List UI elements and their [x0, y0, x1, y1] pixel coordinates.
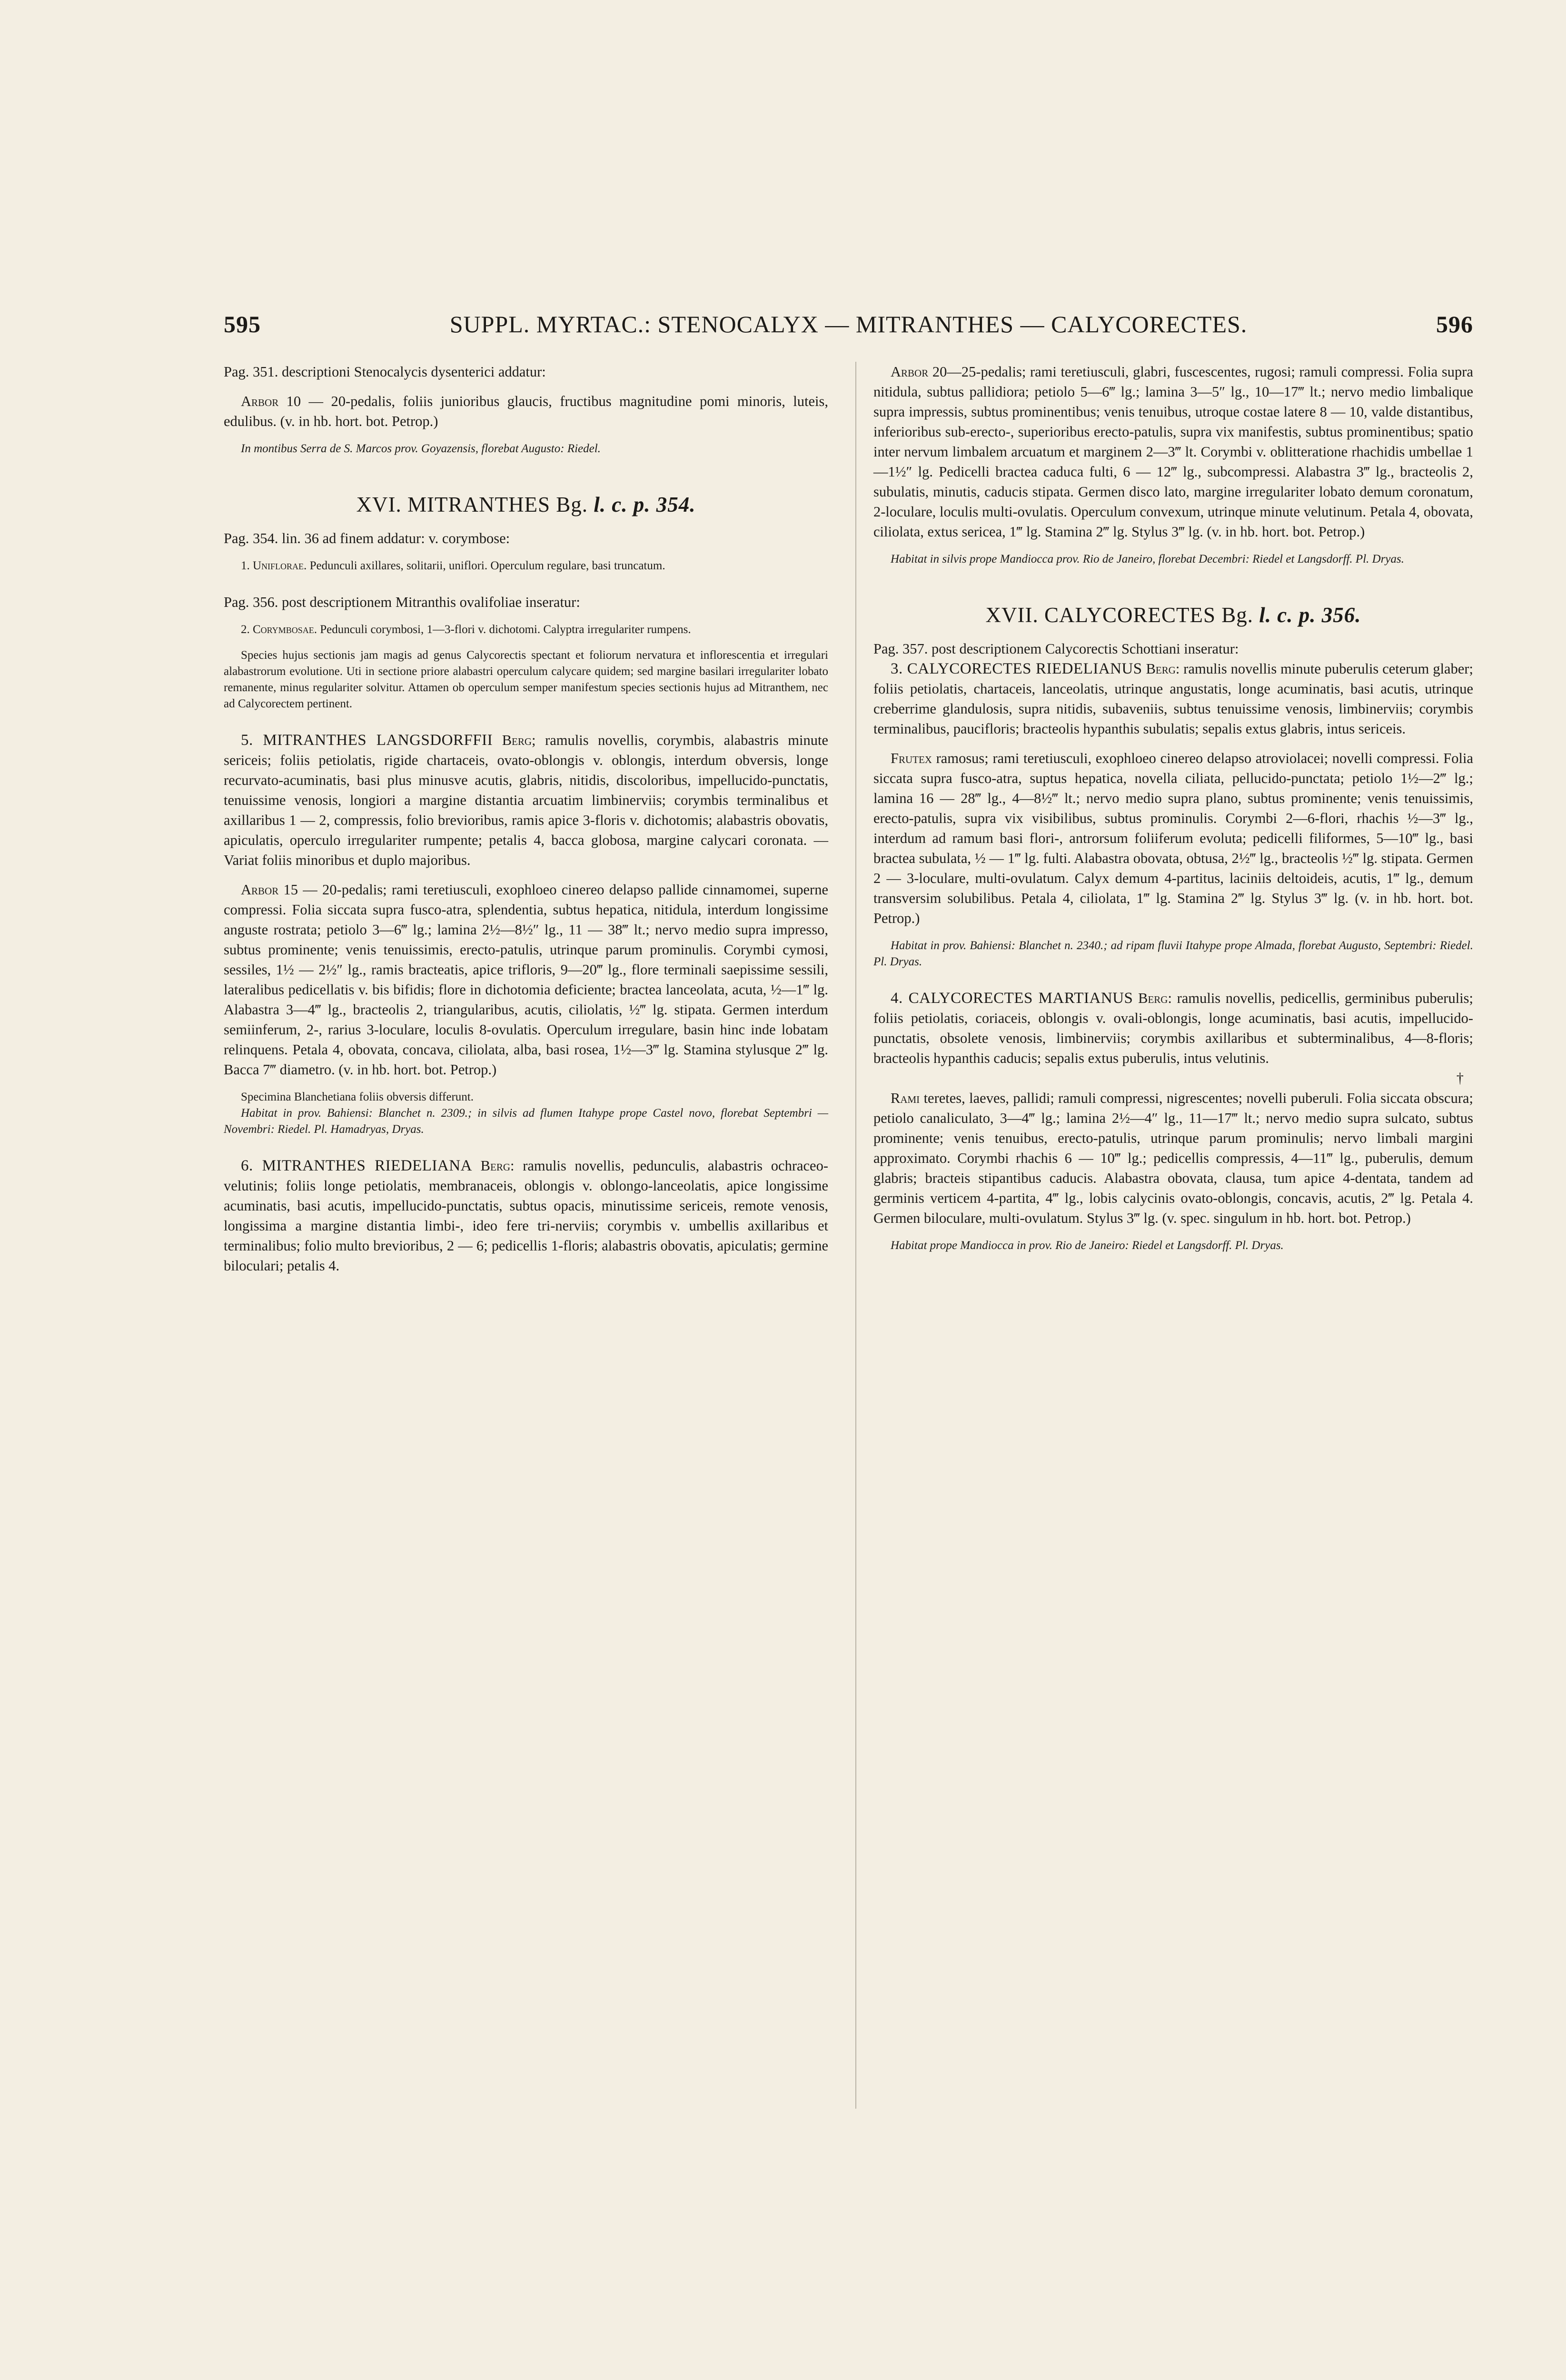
- section-16-ref: l. c. p. 354.: [594, 493, 696, 516]
- species-5-author: Berg: [502, 732, 532, 748]
- species-4-rami-lead: Rami: [891, 1090, 920, 1106]
- species-5-note: Specimina Blanchetiana foliis obversis differunt.: [241, 1091, 474, 1103]
- p356-intro: Pag. 356. post descriptionem Mitranthis ovalifoliae inseratur:: [224, 594, 580, 610]
- p356-corymbosae-lead: 2. Corymbosae.: [241, 623, 317, 636]
- species-4-diagnosis: : ramulis novellis, pedicellis, germinibus puberulis; foliis petiolatis, coriaceis, oblongis v. ovali-oblongis, longe acuminatis, basi acutis, impellucido-punctatis, obsolete venosis, limbinerviis; corymbis axillaribus et subterminalibus, 4—8-floris; bracteolis hypanthis caducis; sepalis extus puberulis, intus velutinis.: [873, 990, 1474, 1066]
- species-6-arbor-text: 20—25-pedalis; rami teretiusculi, glabri, fuscescentes, rugosi; ramuli compressi. Folia supra nitidula, subtus pallidiora; petiolo 5—6‴ lg.; lamina 3—5″ lg., 10—17‴ lt.; nervo medio limbalique supra impressis, subtus prominentibus; venis tenuibus, utroque costae latere 8 — 10, valde distantibus, inferioribus sub-erecto-, superioribus erecto-patulis, supra vix manifestis, subtus prominentibus; spatio inter nervum limbalem arcuatum et marginem 2—3‴ lt. Corymbi v. oblitteratione rhachidis umbellae 1—1½″ lg. Pedicelli bractea caduca fulti, 6 — 12‴ lg., subcompressi. Alabastra 3‴ lg., bracteolis 2, subulatis, minutis, caducis stipata. Germen disco lato, margine irregulariter lobato demum coronatum, 2-loculare, loculis multi-ovulatis. Operculum convexum, utrinque minute velutinum. Petala 4, obovata, ciliolata, extus sericea, 1‴ lg. Stamina 2‴ lg. Stylus 3‴ lg. (v. in hb. hort. bot. Petrop.): [873, 364, 1473, 540]
- species-5-habitat: Habitat in prov. Bahiensi: Blanchet n. 2309.; in silvis ad flumen Itahype prope Castel novo, florebat Septembri — Novembri: Riedel. Pl. Hamadryas, Dryas.: [224, 1107, 828, 1136]
- species-5-diagnosis: ; ramulis novellis, corymbis, alabastris minute sericeis; foliis petiolatis, rigide chartaceis, ovato-oblongis v. oblongis, interdum obversis, longe recurvato-acuminatis, basi plus minusve acutis, glabris, nitidis, discoloribus, impellucido-punctatis, tenuissime venosis, longiori a margine distantia arcuatim limbinerviis; corymbis terminalibus et axillaribus 1 — 2, compressis, folio brevioribus, ramis apice 3-floris v. dichotomis; alabastris obovatis, apiculatis, operculo irregulariter rumpente; petalis 4, bacca globosa, margine calycari coronata. — Variat foliis minoribus et duplo majoribus.: [224, 732, 829, 868]
- page-number-left: 595: [224, 311, 261, 337]
- running-title: SUPPL. MYRTAC.: STENOCALYX — MITRANTHES — CALYCORECTES.: [449, 311, 1248, 337]
- page-number-right: 596: [1436, 311, 1473, 337]
- p351-arbor-text: 10 — 20-pedalis, foliis junioribus glaucis, fructibus magnitudine pomi minoris, luteis, edulibus. (v. in hb. hort. bot. Petrop.): [224, 393, 828, 429]
- species-4: [873, 988, 1473, 1068]
- species-3-diagnosis: : ramulis novellis minute puberulis ceterum glaber; foliis petiolatis, chartaceis, lanceolatis, utrinque angustatis, longe acuminatis, basi acutis, utrinque creberrime glandulosis, supra nitidis, subaveniis, subtus tenuissime venosis, limbinerviis; corymbis terminalibus, paucifloris; bracteolis hypanthis subulatis; sepalis extus glabris, intus sericeis.: [873, 661, 1473, 737]
- species-4-habitat: Habitat prope Mandiocca in prov. Rio de Janeiro: Riedel et Langsdorff. Pl. Dryas.: [891, 1239, 1284, 1252]
- section-17-ref: l. c. p. 356.: [1259, 603, 1361, 627]
- species-6-description: [873, 362, 1473, 542]
- species-6: [224, 1156, 828, 1276]
- species-3-frutex-text: ramosus; rami teretiusculi, exophloeo cinereo delapso atroviolacei; novelli compressi. Folia siccata supra fusco-atra, suptus hepatica, novella ciliata, pellucido-punctata; petiolo 1½—2‴ lg.; lamina 16 — 28‴ lg., 4—8½‴ lt.; nervo medio supra plano, subtus prominente; venis tenuissimis, erecto-patulis, supra vix visibilibus, subtus prominulis. Corymbi 2—6-flori, rhachis ½—3‴ lg., interdum ad ramum basi flori-, antrorsum foliiferum evoluta; pedicelli filiformes, 5—10‴ lg., basi bractea subulata, ½ — 1‴ lg. fulti. Alabastra obovata, obtusa, 2½‴ lg., bracteolis ½‴ lg. stipata. Germen 2 — 3-loculare, multi-ovulatum. Calyx demum 4-partitus, laciniis deltoideis, acutis, 1‴ lg., demum transversim solubilibus. Petala 4, ciliolata, 1‴ lg. Stamina 2‴ lg. Stylus 3‴ lg. (v. in hb. hort. bot. Petrop.): [873, 750, 1473, 926]
- p351-habitat: In montibus Serra de S. Marcos prov. Goyazensis, florebat Augusto: Riedel.: [241, 442, 601, 455]
- section-16-title: XVI. MITRANTHES Bg.: [356, 493, 588, 516]
- species-3: [873, 659, 1473, 739]
- p351-arbor: [224, 391, 828, 431]
- species-5-description: [224, 880, 828, 1080]
- right-column: [873, 362, 1473, 1254]
- species-4-author: Berg: [1138, 990, 1168, 1006]
- species-6-arbor-lead: Arbor: [891, 364, 929, 380]
- species-4-description: [873, 1088, 1473, 1228]
- section-17-heading: [873, 601, 1473, 629]
- p356-corymbosae-text: Pedunculi corymbosi, 1—3-flori v. dichotomi. Calyptra irregulariter rumpens.: [317, 623, 691, 636]
- species-3-author: Berg: [1146, 661, 1176, 677]
- left-column: [224, 362, 828, 1276]
- species-3-frutex-lead: Frutex: [891, 750, 932, 766]
- species-5-name: 5. MITRANTHES LANGSDORFFII: [241, 732, 493, 749]
- p354-uniflorae-text: Pedunculi axillares, solitarii, uniflori. Operculum regulare, basi truncatum.: [307, 559, 665, 572]
- species-3-name: 3. CALYCORECTES RIEDELIANUS: [891, 660, 1142, 677]
- species-4-mark: †: [1456, 1070, 1464, 1086]
- species-6-diagnosis: : ramulis novellis, pedunculis, alabastris ochraceo-velutinis; foliis longe petiolatis, membranaceis, oblongis v. oblongo-lanceolatis, apice longissime acuminatis, basi acutis, impellucido-punctatis, subtus opacis, minutissime sericeis, remote venosis, longissima a margine distantia limbi-, ideo fere tri-nerviis; corymbis v. umbellis axillaribus et terminalibus; folio multo brevioribus, 2 — 6; pedicellis 1-floris; alabastris obovatis, apiculatis; germine biloculari; petalis 4.: [224, 1158, 828, 1274]
- p354-intro: Pag. 354. lin. 36 ad finem addatur: v. corymbose:: [224, 530, 510, 546]
- p351-arbor-lead: Arbor: [241, 393, 279, 409]
- species-4-name: 4. CALYCORECTES MARTIANUS: [891, 990, 1133, 1007]
- species-5: [224, 730, 828, 870]
- p356-note: Species hujus sectionis jam magis ad genus Calycorectis spectant et foliorum nervatura et inflorescentia et irregulari alabastrorum evolutione. Uti in sectione priore alabastri operculum calycare quidem; sed margine basilari irregulariter lobato remanente, minus regulariter solvitur. Attamen ob operculum semper manifestum species sectionis hujus ad Mitranthem, nec ad Calycorectem pertinent.: [224, 649, 828, 710]
- species-5-arbor-text: 15 — 20-pedalis; rami teretiusculi, exophloeo cinereo delapso pallide cinnamomei, superne compressi. Folia siccata supra fusco-atra, splendentia, subtus hepatica, nitidula, interdum longissime anguste rostrata; petiolo 3—6‴ lg.; lamina 2½—8½″ lg., 11 — 38‴ lt.; nervo medio supra impresso, subtus prominente; venis tenuissimis, erecto-patulis, utrinque parum prominulis. Corymbi cymosi, sessiles, 1½ — 2½″ lg., ramis bracteatis, apice trifloris, 9—20‴ lg., flore terminali saepissime sessili, lateralibus pedicellatis v. bis bifidis; flore in dichotomia deficiente; bractea lanceolata, acuta, ½—1‴ lg. Alabastra 3—4‴ lg., bracteolis 2, triangularibus, acutis, ciliolatis, ½‴ lg. stipata. Germen interdum semiinferum, 2-, rarius 3-loculare, loculis 8-ovulatis. Operculum irregulare, basin hinc inde lobatam relinquens. Petala 4, obovata, concava, ciliolata, alba, basi rosea, 1½—3‴ lg. Stamina stylusque 2‴ lg. Bacca 7‴ diametro. (v. in hb. hort. bot. Petrop.): [224, 882, 828, 1078]
- page-header: [224, 310, 1473, 348]
- section-16-heading: [224, 490, 828, 519]
- column-divider: [855, 362, 856, 2109]
- species-3-description: [873, 748, 1473, 928]
- p357-intro: Pag. 357. post descriptionem Calycorectis Schottiani inseratur:: [873, 641, 1239, 657]
- p354-uniflorae-lead: 1. Uniflorae.: [241, 559, 307, 572]
- p356-corymbosae: [224, 622, 828, 638]
- species-4-rami-text: teretes, laeves, pallidi; ramuli compressi, nigrescentes; novelli puberuli. Folia siccata obscura; petiolo canaliculato, 3—4‴ lg.; lamina 2½—4″ lg., 11—17‴ lt.; nervo medio supra sulcato, subtus prominente; venis tenuibus, erecto-patulis, utrinque parum prominulis; nervo limbali margini approximato. Corymbi rhachis 6 — 10‴ lg.; pedicellis compressis, 4—11‴ lg., puberulis, demum glabris; bracteis stipantibus caducis. Alabastra obovata, clausa, tum apice 4-dentata, tandem ad germinis verticem 4-partita, 4‴ lg., lobis calycinis ovato-oblongis, concavis, acutis, 2‴ lg. Petala 4. Germen biloculare, multi-ovulatum. Stylus 3‴ lg. (v. spec. singulum in hb. hort. bot. Petrop.): [873, 1090, 1473, 1226]
- p351-intro: Pag. 351. descriptioni Stenocalycis dysenterici addatur:: [224, 364, 546, 380]
- species-5-arbor-lead: Arbor: [241, 882, 279, 898]
- p354-uniflorae: [224, 558, 828, 574]
- species-6-habitat: Habitat in silvis prope Mandiocca prov. Rio de Janeiro, florebat Decembri: Riedel et Langsdorff. Pl. Dryas.: [891, 553, 1404, 565]
- species-6-name: 6. MITRANTHES RIEDELIANA: [241, 1157, 472, 1174]
- species-6-author: Berg: [480, 1158, 510, 1174]
- species-3-habitat: Habitat in prov. Bahiensi: Blanchet n. 2340.; ad ripam fluvii Itahype prope Almada, florebat Augusto, Septembri: Riedel. Pl. Dryas.: [873, 939, 1473, 968]
- section-17-title: XVII. CALYCORECTES Bg.: [985, 603, 1254, 627]
